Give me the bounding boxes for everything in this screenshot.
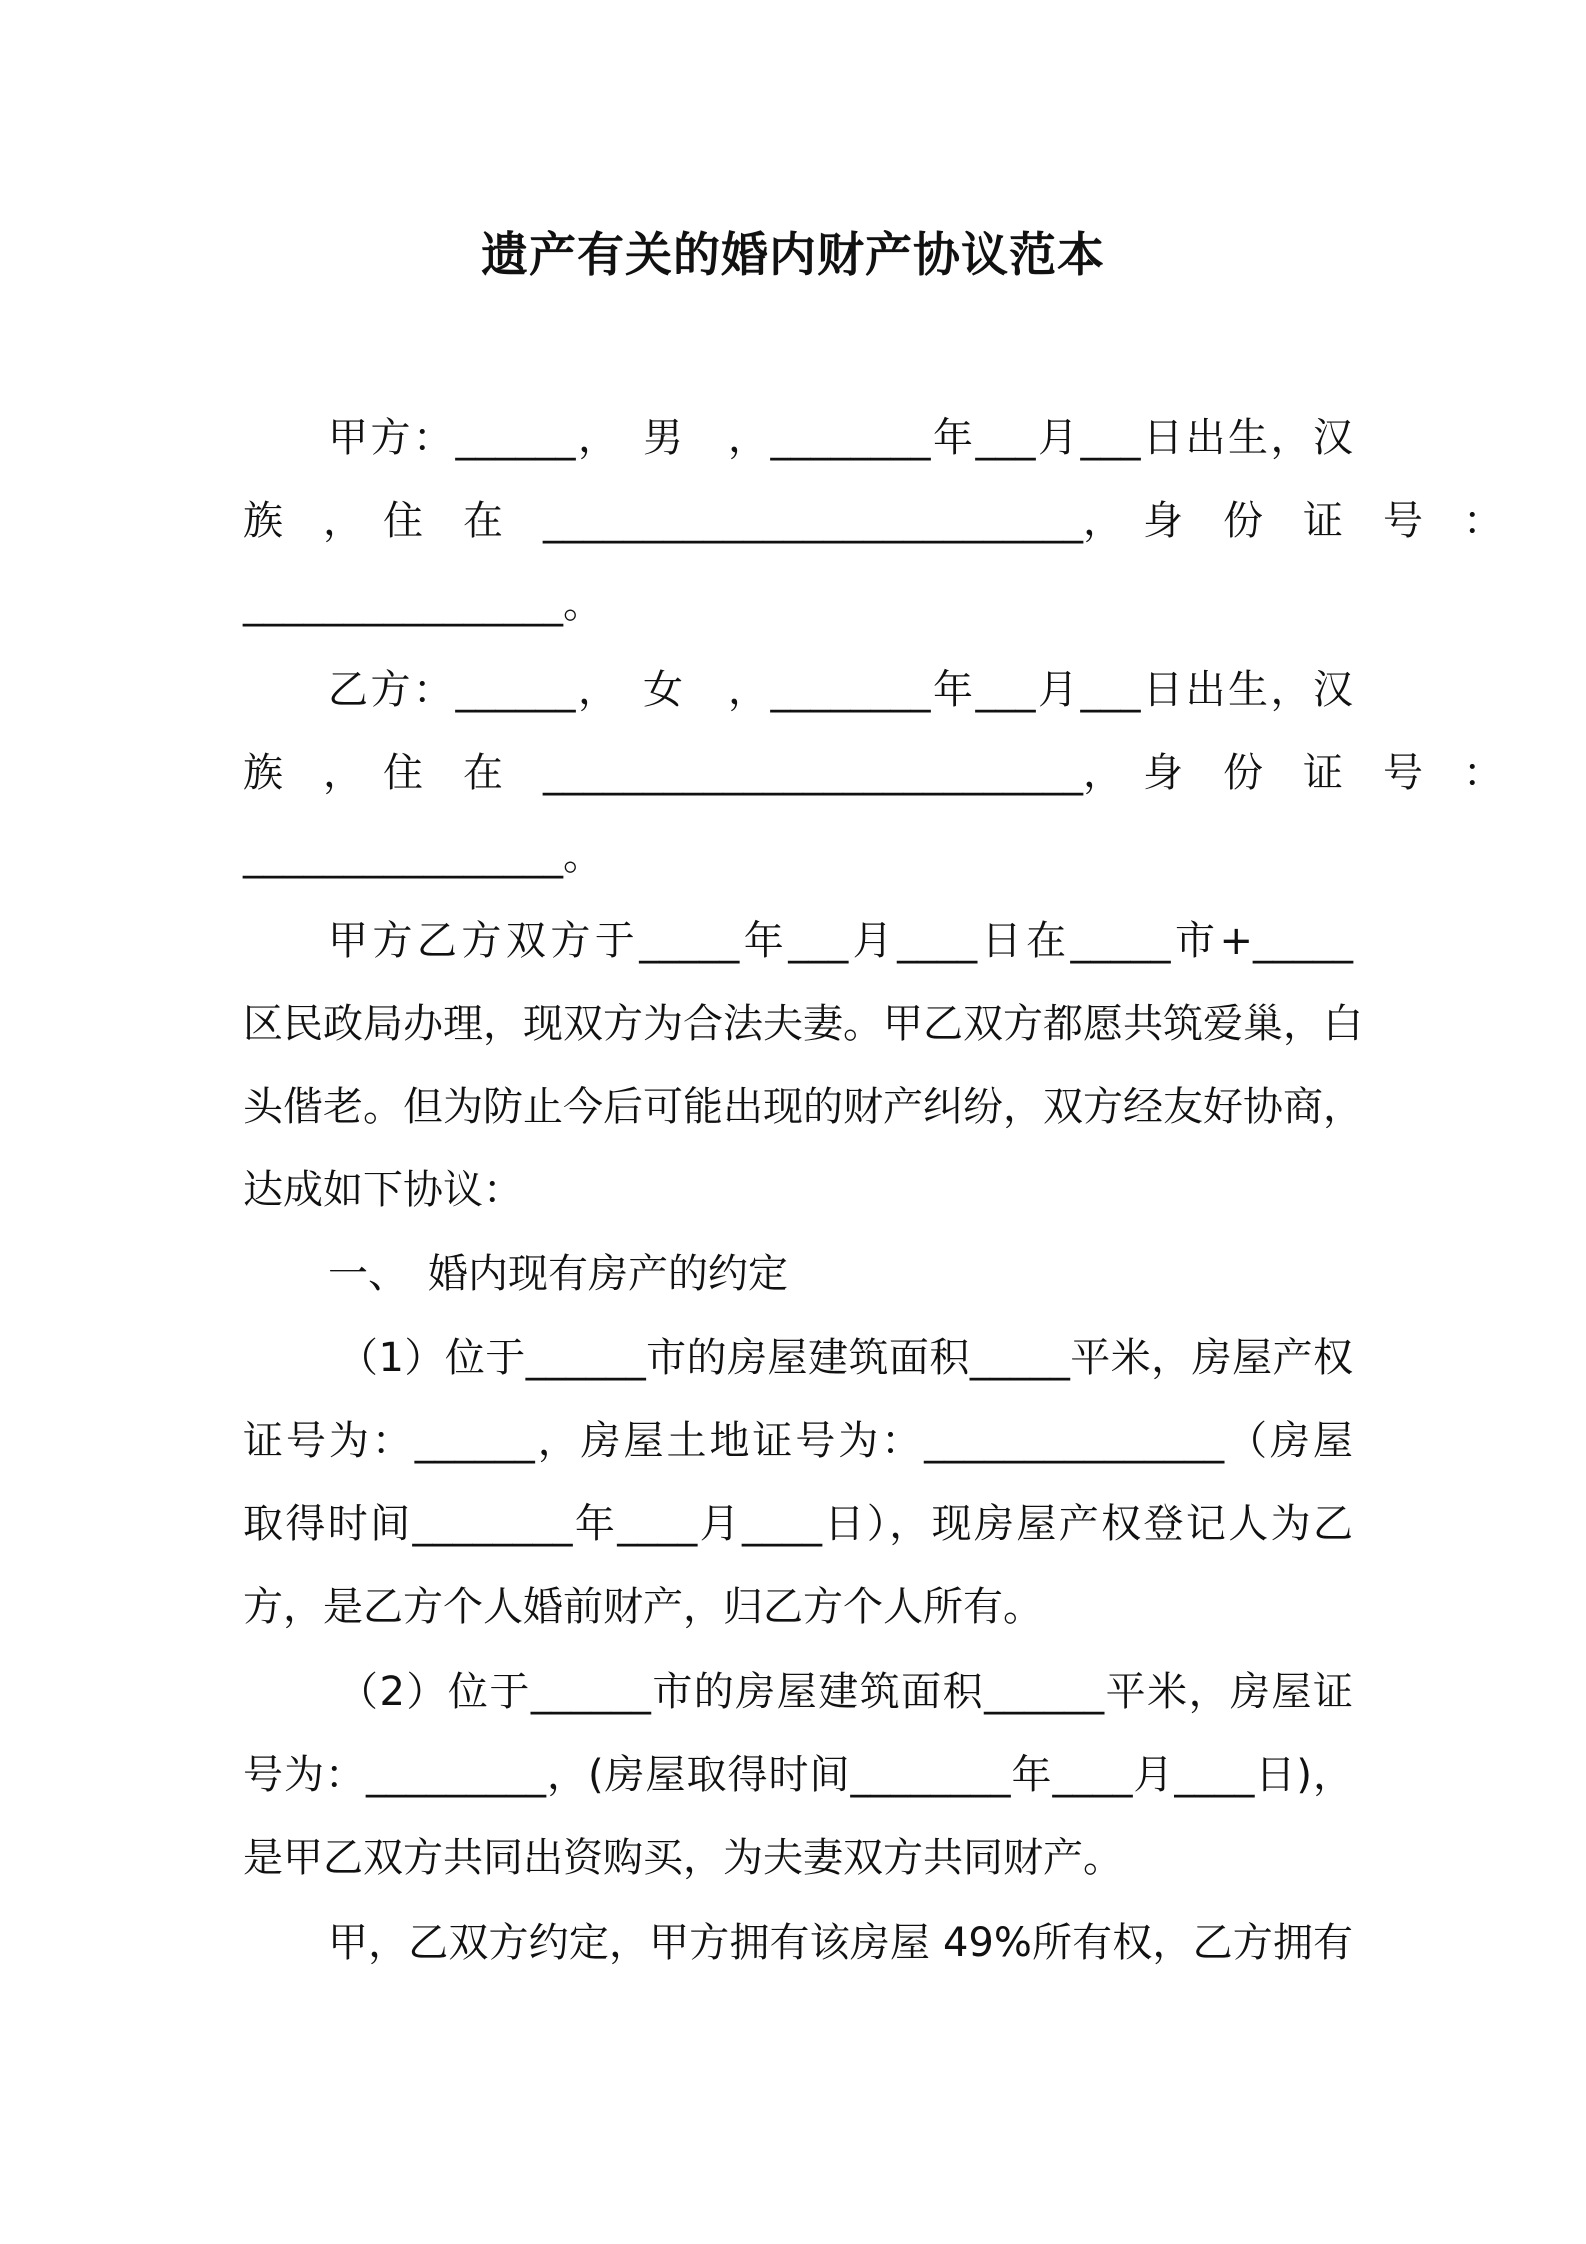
preamble-line-2: 区民政局办理，现双方为合法夫妻。甲乙双方都愿共筑爱巢，白	[243, 1001, 1363, 1047]
clause-1-line-3: 取得时间________年____月____日），现房屋产权登记人为乙	[243, 1501, 1353, 1547]
clause-2-line-2: 号为：_________，(房屋取得时间________年____月____日)，	[243, 1752, 1353, 1798]
party-a-line-3: ________________。	[243, 581, 603, 627]
clause-1-line-4: 方，是乙方个人婚前财产，归乙方个人所有。	[243, 1584, 1043, 1630]
document-title: 遗产有关的婚内财产协议范本	[481, 228, 1105, 283]
party-b-line-2: 族 ， 住 在 ___________________________， 身 份 证 号 ：	[243, 750, 1503, 796]
ownership-line-1: 甲，乙双方约定，甲方拥有该房屋 49%所有权，乙方拥有	[328, 1920, 1353, 1966]
clause-2-line-1: （2）位于______市的房屋建筑面积______平米，房屋证	[338, 1669, 1353, 1715]
party-a-line-1: 甲方：______， 男 ，________年___月___日出生，汉	[328, 415, 1353, 461]
section-heading: 一、 婚内现有房产的约定	[328, 1251, 788, 1297]
party-b-line-1: 乙方：______， 女 ，________年___月___日出生，汉	[328, 667, 1353, 713]
clause-1-line-1: （1）位于______市的房屋建筑面积_____平米，房屋产权	[338, 1335, 1353, 1381]
party-a-line-2: 族 ， 住 在 ___________________________， 身 份 证 号 ：	[243, 498, 1503, 544]
preamble-line-1: 甲方乙方双方于_____年___月____日在_____市+_____	[328, 918, 1353, 964]
preamble-line-4: 达成如下协议：	[243, 1167, 523, 1213]
clause-2-line-3: 是甲乙双方共同出资购买，为夫妻双方共同财产。	[243, 1835, 1123, 1881]
clause-1-line-2: 证号为：______，房屋土地证号为：_______________（房屋	[243, 1418, 1353, 1464]
preamble-line-3: 头偕老。但为防止今后可能出现的财产纠纷，双方经友好协商，	[243, 1084, 1363, 1130]
party-b-line-3: ________________。	[243, 833, 603, 879]
